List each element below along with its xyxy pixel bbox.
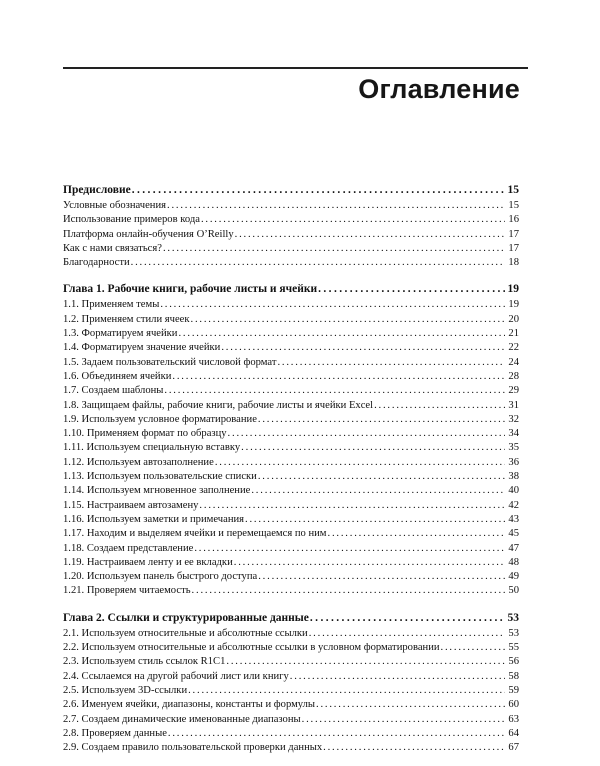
dot-leader: [188, 684, 505, 698]
dot-leader: [191, 313, 505, 327]
page-number: 56: [508, 656, 519, 668]
toc-entry[interactable]: [63, 570, 519, 584]
toc-entry[interactable]: [63, 370, 519, 384]
page-number: 21: [508, 328, 519, 340]
toc-entry[interactable]: [63, 698, 519, 712]
toc-entry[interactable]: [63, 470, 519, 484]
dot-leader: [328, 527, 505, 541]
dot-leader: [374, 399, 505, 413]
toc-entry[interactable]: [63, 584, 519, 598]
toc-entry[interactable]: [63, 670, 519, 684]
toc-entry[interactable]: [63, 499, 519, 513]
dot-leader: [235, 228, 505, 242]
dot-leader: [277, 356, 505, 370]
toc-entry[interactable]: [63, 399, 519, 413]
page-number: 22: [508, 342, 519, 354]
toc-entry[interactable]: [63, 356, 519, 370]
toc-entry[interactable]: [63, 641, 519, 655]
toc-entry[interactable]: [63, 427, 519, 441]
dot-leader: [258, 413, 505, 427]
page-number: 31: [508, 399, 519, 411]
dot-leader: [318, 281, 505, 298]
page-number: 17: [508, 228, 519, 240]
page-number: 17: [508, 242, 519, 254]
page-number: 49: [508, 571, 519, 583]
entry-title: Использование примеров кода: [63, 214, 200, 226]
toc-entry[interactable]: [63, 213, 519, 227]
entry-title: 1.19. Настраиваем ленту и ее вкладки: [63, 556, 233, 568]
entry-title: 1.12. Используем автозаполнение: [63, 456, 214, 468]
dot-leader: [290, 670, 505, 684]
page-title: Оглавление: [358, 74, 520, 104]
page-number: 15: [508, 200, 519, 211]
dot-leader: [241, 441, 505, 455]
page-number: 18: [508, 257, 519, 269]
dot-leader: [168, 727, 505, 741]
page-number: 28: [508, 370, 519, 382]
page-number: 63: [508, 713, 519, 725]
entry-title: 2.9. Создаем правило пользовательской проверки данных: [63, 742, 323, 754]
entry-title: 1.7. Создаем шаблоны: [63, 385, 164, 397]
entry-title: 1.2. Применяем стили ячеек: [63, 313, 190, 325]
page-number: 15: [507, 184, 519, 196]
toc-entry[interactable]: [63, 341, 519, 355]
dot-leader: [258, 470, 505, 484]
toc-entry[interactable]: [63, 713, 519, 727]
dot-leader: [228, 427, 505, 441]
toc-entry[interactable]: [63, 199, 519, 213]
entry-title: 2.4. Ссылаемся на другой рабочий лист или книгу: [63, 670, 289, 682]
toc-entry[interactable]: [63, 727, 519, 741]
page-number: 53: [508, 627, 519, 639]
entry-title: 1.13. Используем пользовательские списки: [63, 471, 257, 483]
dot-leader: [192, 584, 505, 598]
entry-title: 2.8. Проверяем данные: [63, 727, 167, 739]
toc-entry[interactable]: [63, 256, 519, 270]
toc-entry[interactable]: [63, 542, 519, 556]
toc-entry[interactable]: [63, 228, 519, 242]
entry-title: 2.1. Используем относительные и абсолютные ссылки: [63, 627, 308, 639]
entry-title: 1.18. Создаем представление: [63, 542, 194, 554]
page-number: 50: [508, 585, 519, 597]
toc-entry[interactable]: [63, 456, 519, 470]
entry-title: Платформа онлайн-обучения O’Reilly: [63, 228, 234, 240]
page-number: 45: [508, 528, 519, 540]
dot-leader: [441, 641, 505, 655]
page-number: 64: [508, 727, 519, 739]
entry-title: 2.3. Используем стиль ссылок R1C1: [63, 656, 226, 668]
entry-title: 1.20. Используем панель быстрого доступа: [63, 571, 258, 583]
chapter-title: Глава 1. Рабочие книги, рабочие листы и ячейки: [63, 283, 318, 296]
entry-title: 1.17. Находим и выделяем ячейки и перемещаемся по ним: [63, 528, 327, 540]
page-number: 24: [508, 356, 519, 368]
dot-leader: [167, 199, 505, 213]
dot-leader: [201, 213, 505, 227]
entry-title: 1.1. Применяем темы: [63, 299, 160, 311]
page-number: 40: [508, 485, 519, 497]
dot-leader: [221, 341, 505, 355]
top-rule: [63, 67, 528, 69]
entry-title: Как с нами связаться?: [63, 242, 162, 254]
dot-leader: [323, 741, 505, 755]
toc-entry[interactable]: [63, 313, 519, 327]
toc-entry[interactable]: [63, 513, 519, 527]
entry-title: 1.14. Используем мгновенное заполнение: [63, 485, 251, 497]
toc-section: [63, 281, 519, 598]
entry-title: 2.2. Используем относительные и абсолютные ссылки в условном форматировании: [63, 642, 440, 654]
toc-entry[interactable]: [63, 627, 519, 641]
page-number: 36: [508, 456, 519, 468]
page-number: 55: [508, 642, 519, 654]
page-number: 32: [508, 413, 519, 425]
page-number: 43: [508, 513, 519, 525]
entry-title: Благодарности: [63, 257, 130, 269]
entry-title: 1.21. Проверяем читаемость: [63, 585, 191, 597]
page-number: 35: [508, 442, 519, 454]
toc-entry[interactable]: [63, 527, 519, 541]
page-number: 16: [508, 214, 519, 226]
dot-leader: [251, 484, 505, 498]
page-number: 29: [508, 385, 519, 397]
table-of-contents: [63, 182, 519, 766]
entry-title: 1.16. Используем заметки и примечания: [63, 513, 245, 525]
dot-leader: [234, 556, 505, 570]
entry-title: 1.15. Настраиваем автозамену: [63, 499, 199, 511]
entry-title: 1.6. Объединяем ячейки: [63, 370, 172, 382]
page-number: 34: [508, 428, 519, 440]
toc-entry[interactable]: [63, 556, 519, 570]
page-number: 53: [507, 611, 519, 624]
chapter-title: Предисловие: [63, 184, 131, 196]
entry-title: 2.6. Именуем ячейки, диапазоны, константы и формулы: [63, 699, 316, 711]
dot-leader: [160, 298, 505, 312]
page-number: 20: [508, 313, 519, 325]
dot-leader: [245, 513, 505, 527]
dot-leader: [310, 610, 505, 627]
toc-entry[interactable]: [63, 384, 519, 398]
entry-title: Условные обозначения: [63, 200, 167, 211]
entry-title: 1.10. Применяем формат по образцу: [63, 428, 227, 440]
toc-entry[interactable]: [63, 327, 519, 341]
dot-leader: [215, 456, 505, 470]
toc-section: [63, 610, 519, 756]
toc-entry[interactable]: [63, 741, 519, 755]
toc-chapter-heading[interactable]: [63, 281, 519, 298]
entry-title: 1.4. Форматируем значение ячейки: [63, 342, 221, 354]
dot-leader: [163, 242, 505, 256]
entry-title: 1.9. Используем условное форматирование: [63, 413, 257, 425]
toc-entry[interactable]: [63, 684, 519, 698]
toc-entry[interactable]: [63, 441, 519, 455]
entry-title: 2.7. Создаем динамические именованные диапазоны: [63, 713, 301, 725]
dot-leader: [131, 256, 505, 270]
page-number: 38: [508, 471, 519, 483]
entry-title: 1.3. Форматируем ячейки: [63, 328, 178, 340]
toc-section: [63, 182, 519, 270]
chapter-title: Глава 2. Ссылки и структурированные данные: [63, 611, 309, 624]
page-number: 42: [508, 499, 519, 511]
entry-title: 2.5. Используем 3D-ссылки: [63, 684, 188, 696]
entry-title: 1.11. Используем специальную вставку: [63, 442, 241, 454]
toc-entry[interactable]: [63, 413, 519, 427]
toc-chapter-heading[interactable]: [63, 182, 519, 199]
page-number: 47: [508, 542, 519, 554]
dot-leader: [309, 627, 505, 641]
dot-leader: [194, 542, 505, 556]
dot-leader: [164, 384, 505, 398]
toc-chapter-heading[interactable]: [63, 610, 519, 627]
entry-title: 1.5. Задаем пользовательский числовой формат: [63, 356, 277, 368]
dot-leader: [172, 370, 505, 384]
toc-entry[interactable]: [63, 242, 519, 256]
dot-leader: [316, 698, 505, 712]
dot-leader: [302, 713, 505, 727]
entry-title: 1.8. Защищаем файлы, рабочие книги, рабочие листы и ячейки Excel: [63, 399, 374, 411]
page-number: 19: [507, 283, 519, 296]
toc-entry[interactable]: [63, 484, 519, 498]
page-number: 67: [508, 742, 519, 754]
page-number: 60: [508, 699, 519, 711]
dot-leader: [132, 182, 505, 199]
page-number: 19: [508, 299, 519, 311]
page-number: 59: [508, 684, 519, 696]
dot-leader: [178, 327, 505, 341]
toc-entry[interactable]: [63, 655, 519, 669]
page-number: 58: [508, 670, 519, 682]
toc-entry[interactable]: [63, 298, 519, 312]
dot-leader: [258, 570, 505, 584]
page-number: 48: [508, 556, 519, 568]
dot-leader: [199, 499, 505, 513]
dot-leader: [226, 655, 505, 669]
